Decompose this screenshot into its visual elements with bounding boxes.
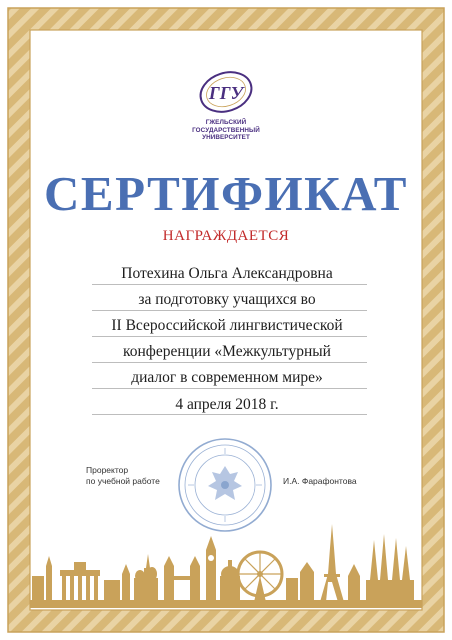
award-reason-line: конференции «Межкультурный xyxy=(123,343,331,360)
certificate-title: СЕРТИФИКАТ xyxy=(44,166,408,221)
university-name xyxy=(176,119,276,142)
underline xyxy=(92,362,367,363)
university-name-line: ГОСУДАРСТВЕННЫЙ xyxy=(192,126,260,134)
underline xyxy=(92,284,367,285)
signatory-position xyxy=(86,465,160,487)
award-reason-line: за подготовку учащихся во xyxy=(138,291,316,308)
underline xyxy=(92,388,367,389)
signatory-position-line: по учебной работе xyxy=(86,476,160,486)
signatory-position-line: Проректор xyxy=(86,465,129,475)
recipient-name: Потехина Ольга Александровна xyxy=(121,265,333,282)
award-reason-line: II Всероссийской лингвистической xyxy=(111,317,343,334)
logo-mark: ГГУ xyxy=(208,83,244,103)
university-name-line: ГЖЕЛЬСКИЙ xyxy=(205,119,247,126)
city-skyline-illustration xyxy=(30,520,422,608)
underline xyxy=(92,414,367,415)
university-name-line: УНИВЕРСИТЕТ xyxy=(202,134,250,142)
award-date: 4 апреля 2018 г. xyxy=(175,396,279,413)
signatory-name: И.А. Фарафонтова xyxy=(283,476,357,486)
award-reason-line: диалог в современном мире» xyxy=(131,369,323,386)
underline xyxy=(92,336,367,337)
underline xyxy=(92,310,367,311)
awarded-label: НАГРАЖДАЕТСЯ xyxy=(162,228,290,244)
